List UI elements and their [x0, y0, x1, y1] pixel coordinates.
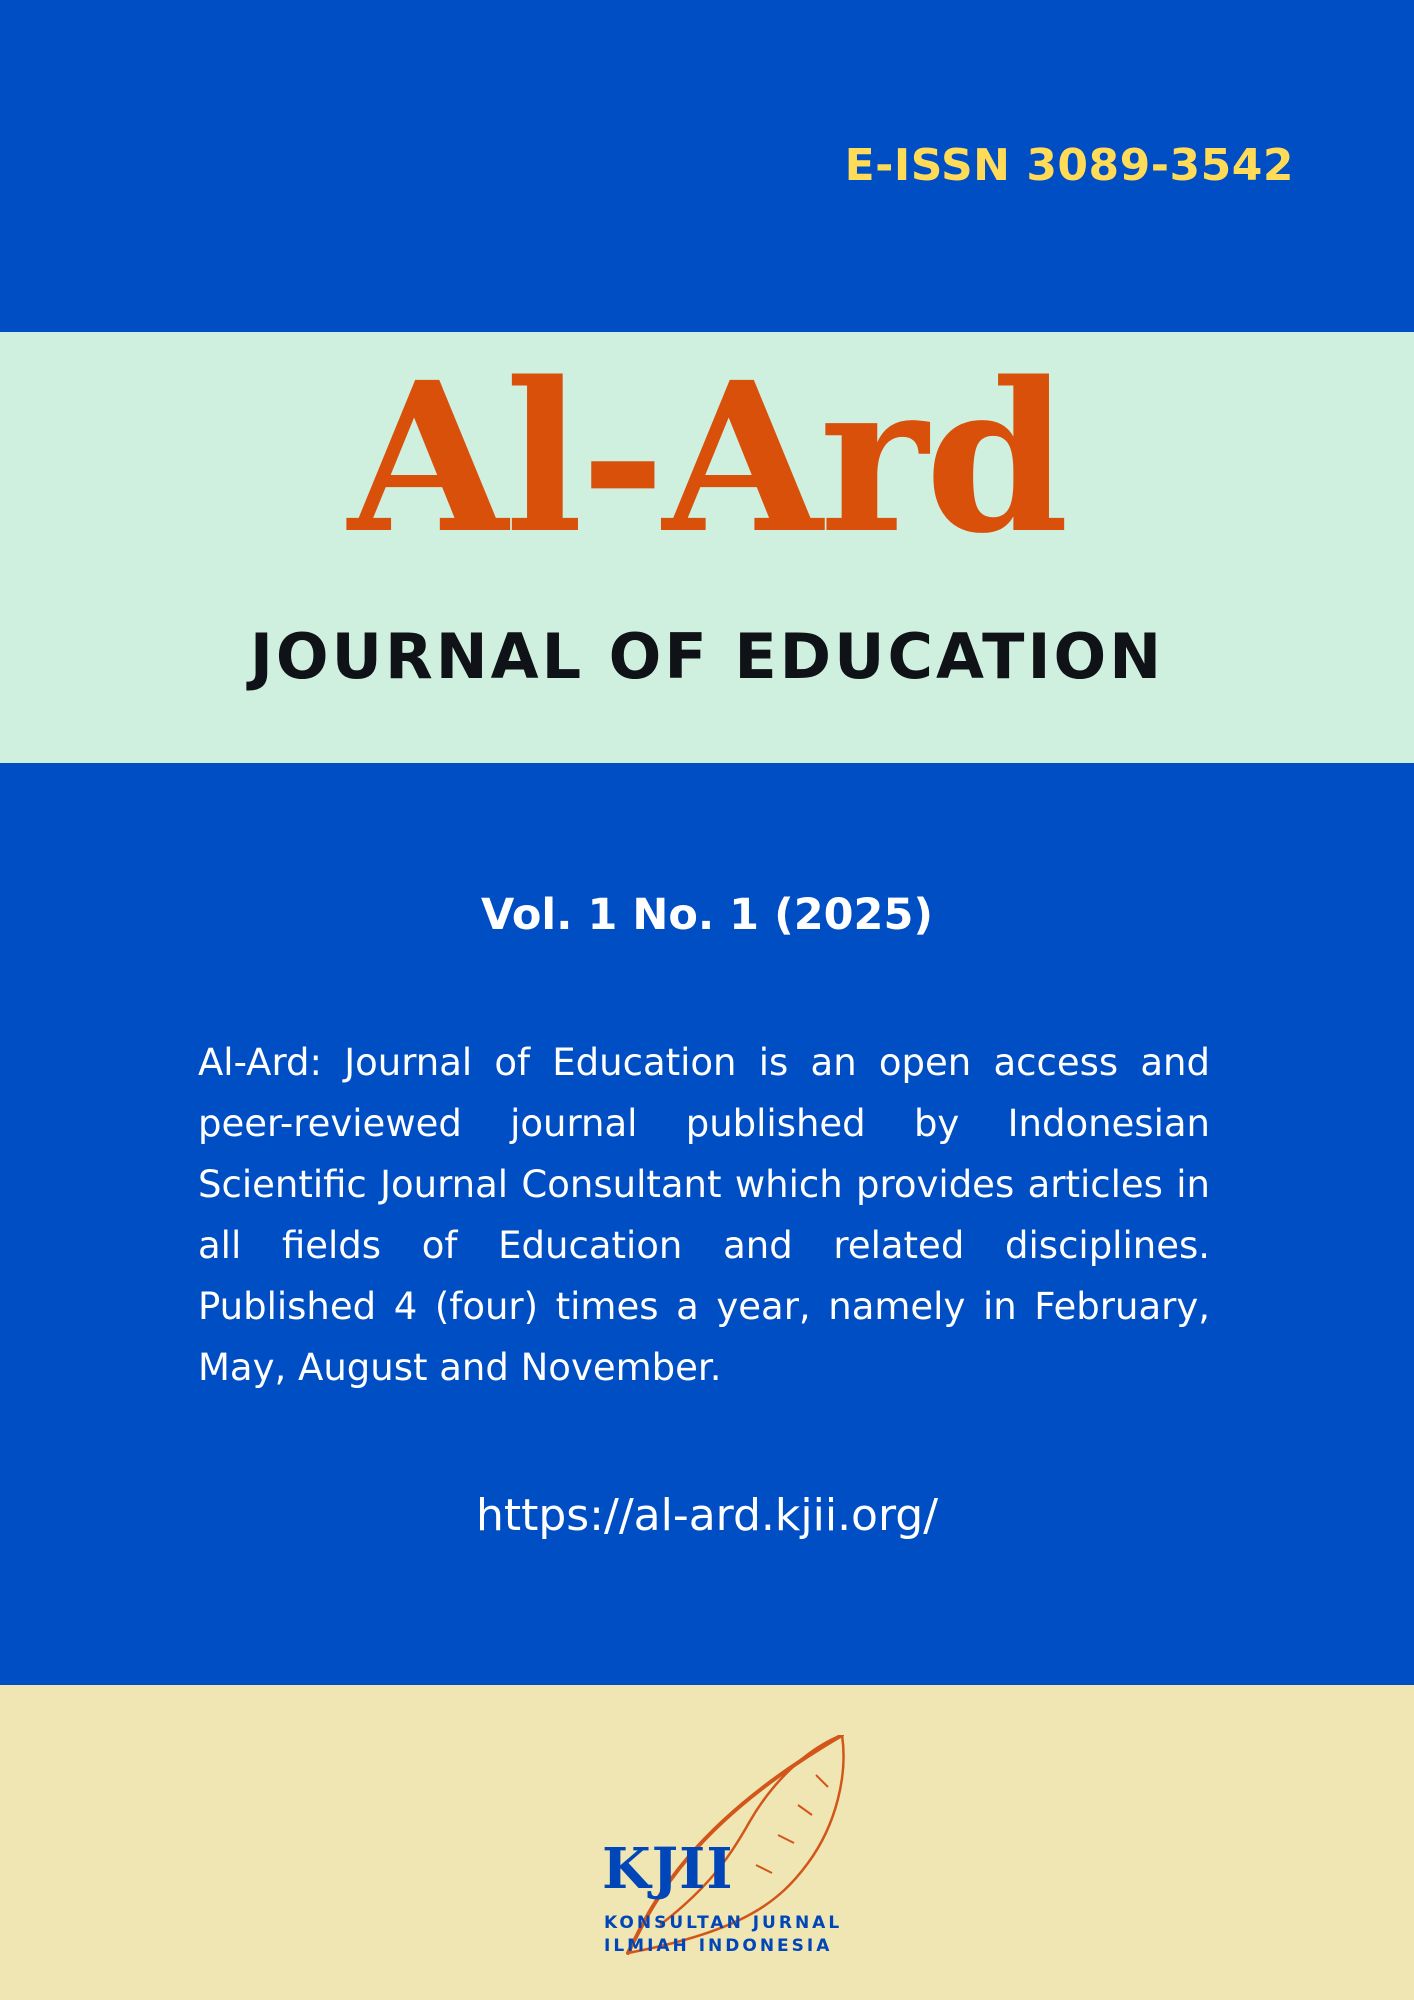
publisher-abbreviation: KJII [602, 1836, 734, 1902]
publisher-name-line: KONSULTAN JURNAL [604, 1913, 843, 1933]
journal-subtitle: JOURNAL OF EDUCATION [249, 620, 1165, 693]
publisher-logo [600, 1735, 860, 1965]
issn-label: E-ISSN 3089-3542 [844, 140, 1294, 191]
journal-url: https://al-ard.kjii.org/ [475, 1490, 939, 1541]
publisher-name-line: ILMIAH INDONESIA [604, 1936, 833, 1956]
divider-stripe [0, 1702, 1414, 1710]
volume-label: Vol. 1 No. 1 (2025) [480, 890, 934, 940]
divider-stripe [0, 1685, 1414, 1693]
journal-description: Al-Ard: Journal of Education is an open access and peer-reviewed journal published by Indonesian Scientific Journal Consultant which provides articles in all fields of Education and related disciplines. Published 4 (four) times a year, namely in February, May, August and November. [198, 1041, 1210, 1389]
journal-title: Al-Ard [348, 337, 1066, 579]
